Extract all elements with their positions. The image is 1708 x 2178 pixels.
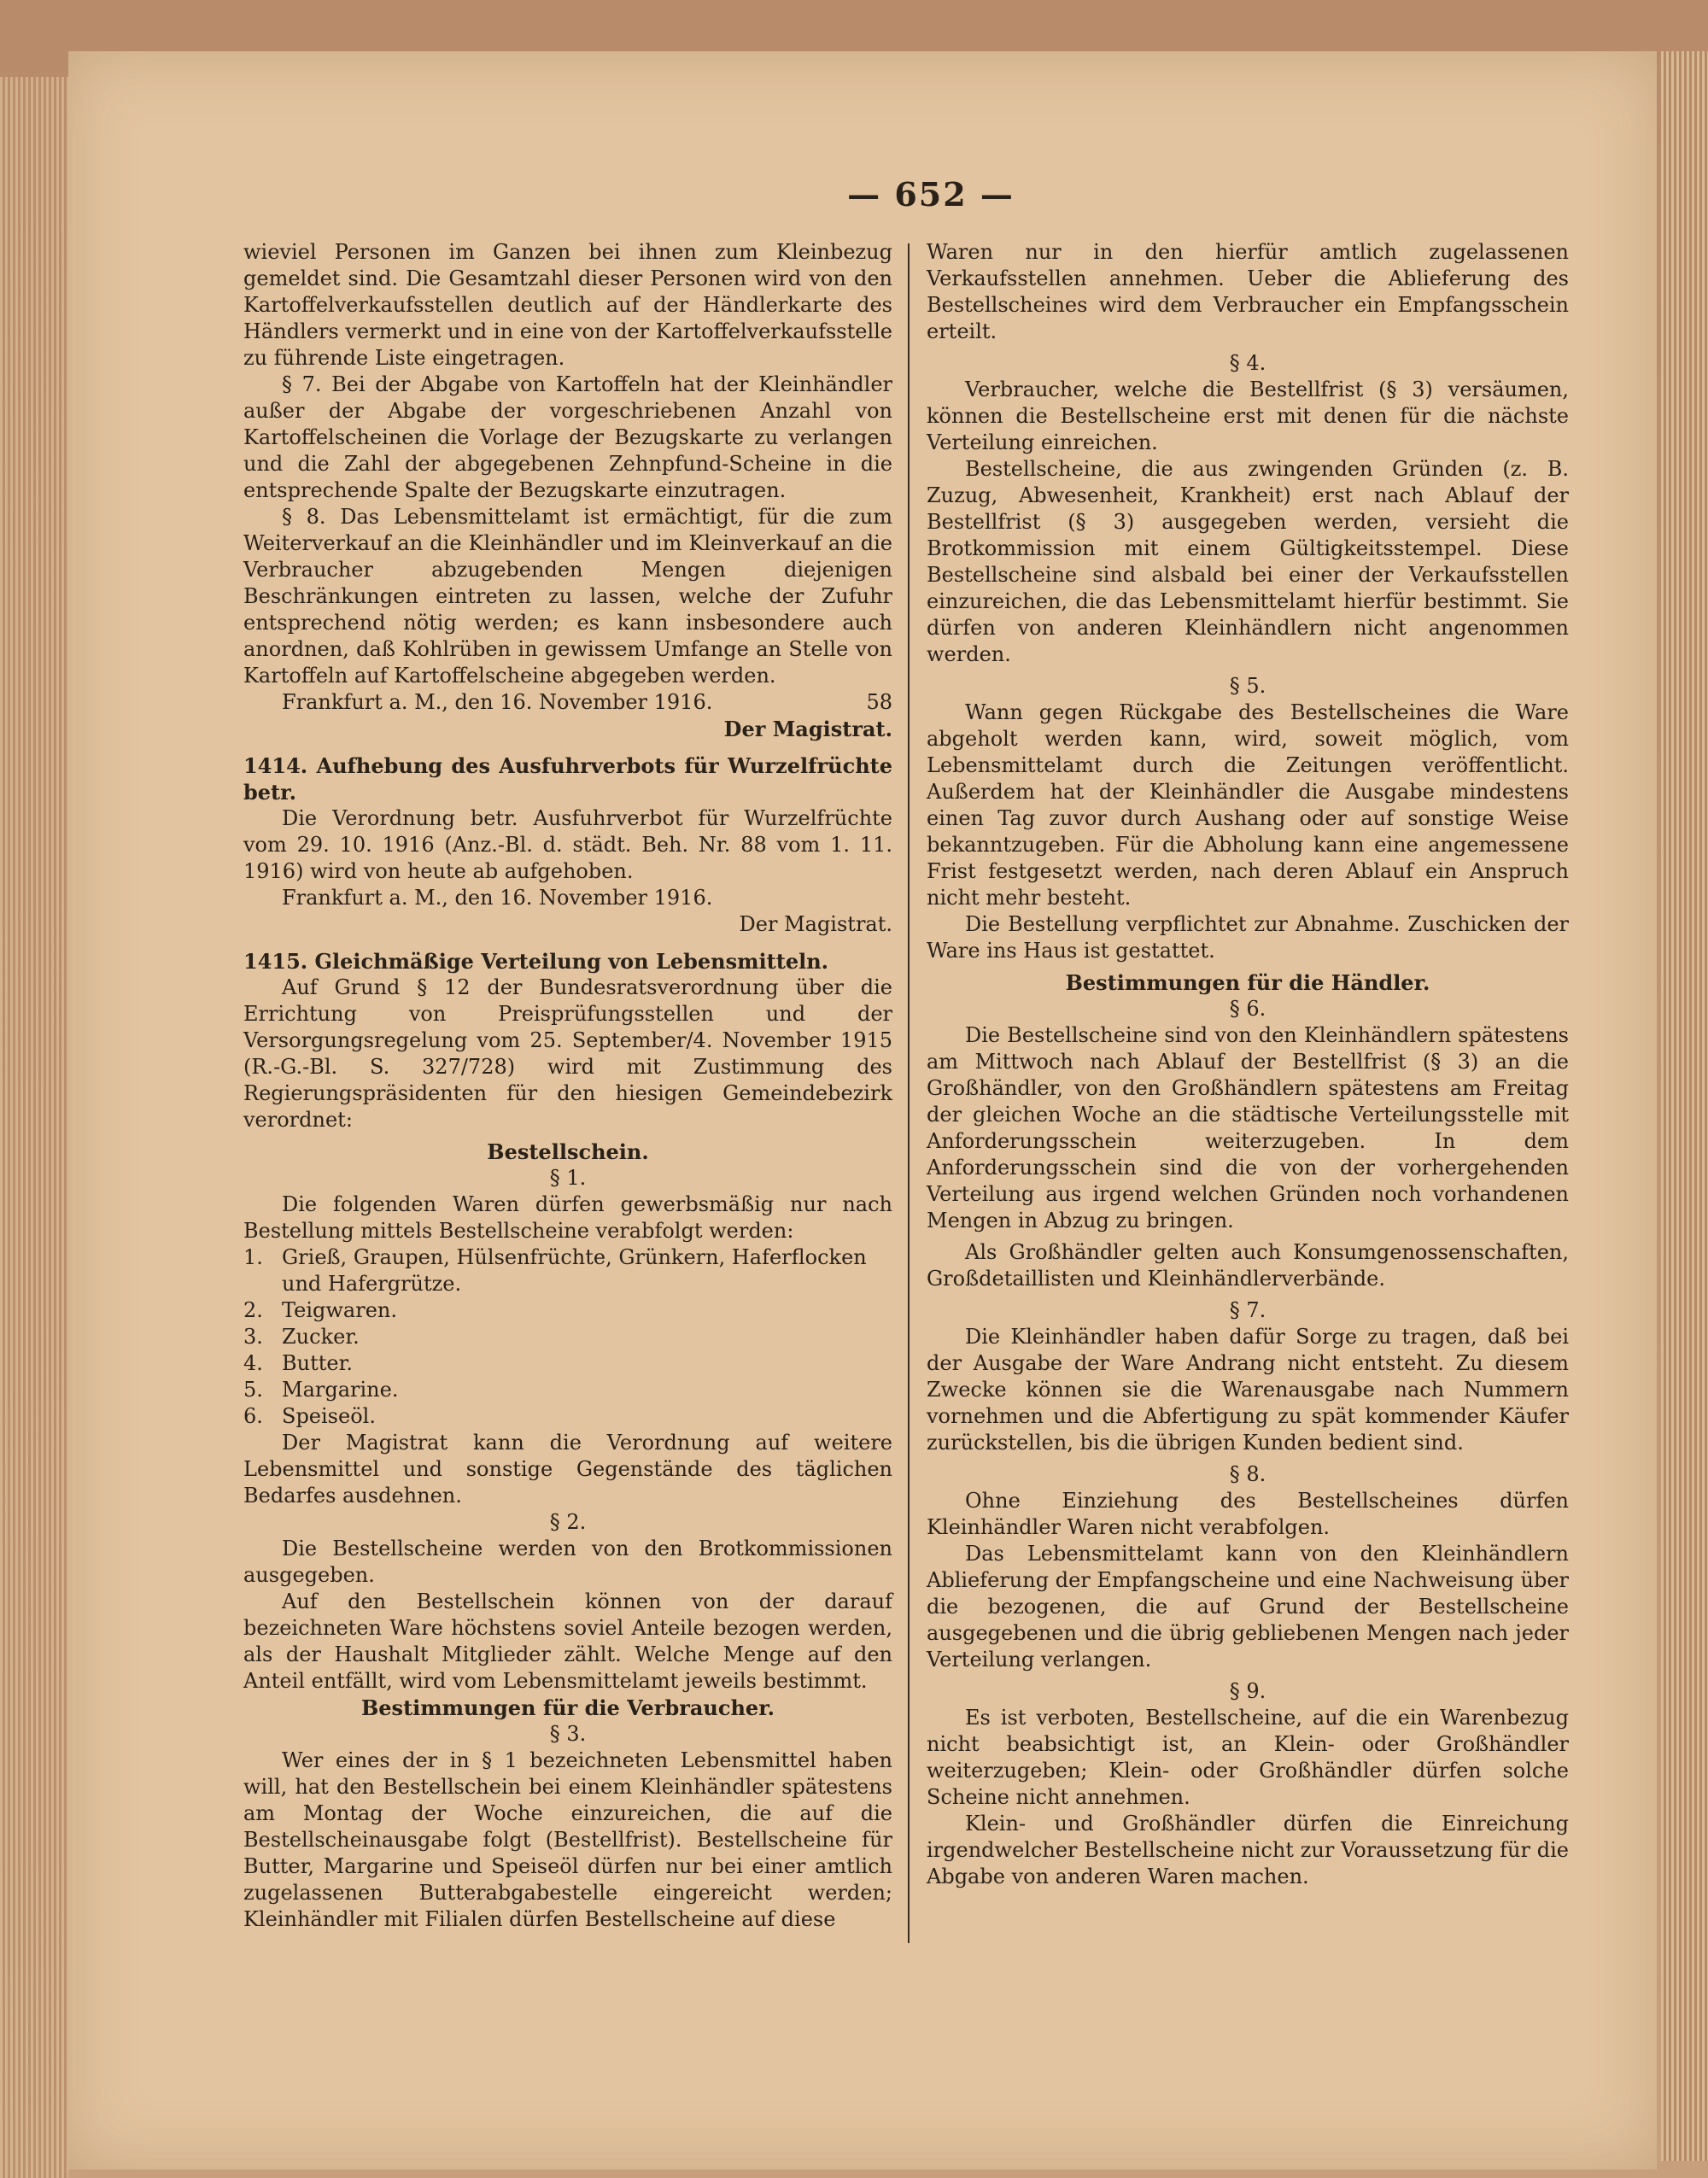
section-3: § 3. (549, 1722, 587, 1746)
list-item (243, 1324, 892, 1350)
goods-list (243, 1244, 892, 1430)
section-9: § 9. (1229, 1679, 1266, 1703)
heading-1415: 1415. Gleichmäßige Verteilung von Lebensmitteln. (243, 949, 829, 974)
paragraph-s5b: Die Bestellung verpflichtet zur Abnahme. Zuschicken der Ware ins Haus ist gestattet. (927, 912, 1569, 963)
list-number: 2. (243, 1298, 263, 1322)
paragraph-s3: Wer eines der in § 1 bezeichneten Lebensmittel haben will, hat den Bestellschein bei einem Kleinhändler spätestens am Montag der Woche einzureichen, die auf die Bestellscheinausgabe folgt (Bestellfrist). Bestellscheine für Butter, Margarine und Speiseöl dürfen nur bei einer amtlich zugelassenen Butterabgabestelle eingereicht werden; Kleinhändler mit Filialen dürfen Bestellscheine auf diese (243, 1748, 892, 1931)
section-2: § 2. (549, 1510, 587, 1534)
paragraph-s9a: Es ist verboten, Bestellscheine, auf die ein Warenbezug nicht beabsichtigt ist, an Klein- oder Großhändler weiterzugeben; Klein- oder Großhändler dürfen solche Scheine nicht annehmen. (927, 1706, 1569, 1809)
date-text: Frankfurt a. M., den 16. November 1916. (282, 690, 713, 714)
list-text: Butter. (282, 1351, 354, 1375)
section-4: § 4. (1229, 351, 1266, 375)
list-item (243, 1297, 892, 1324)
paragraph-s2b: Auf den Bestellschein können von der darauf bezeichneten Ware höchstens soviel Anteile bezogen werden, als der Haushalt Mitglieder zählt. Welche Menge auf den Anteil entfällt, wird vom Lebensmittelamt jeweils bestimmt. (243, 1590, 892, 1693)
list-text: Teigwaren. (282, 1298, 397, 1322)
section-1: § 1. (549, 1166, 587, 1190)
paragraph-1415: Auf Grund § 12 der Bundesratsverordnung über die Errichtung von Preisprüfungsstellen und der Versorgungsregelung vom 25. September/4. November 1915 (R.-G.-Bl. S. 327/728) wird mit Zustimmung des Regierungspräsidenten für den hiesigen Gemeindebezirk verordnet: (243, 975, 892, 1132)
paragraph-s8b: Das Lebensmittelamt kann von den Kleinhändlern Ablieferung der Empfangscheine und eine Nachweisung über die bezogenen, die auf Grund der Bestellscheine ausgegebenen und die übrig gebliebenen Mengen nach jeder Verteilung verlangen. (927, 1542, 1569, 1672)
date-line (243, 689, 892, 716)
paragraph-s8a: Ohne Einziehung des Bestellscheines dürfen Kleinhändler Waren nicht verabfolgen. (927, 1489, 1569, 1539)
subheading-haendler: Bestimmungen für die Händler. (1065, 970, 1430, 995)
reference-number: 58 (866, 690, 892, 714)
paragraph-s4b: Bestellscheine, die aus zwingenden Gründen (z. B. Zuzug, Abwesenheit, Krankheit) erst nach Ablauf der Bestellfrist (§ 3) ausgegeben werden, versieht die Brotkommission mit einem Gültigkeitsstempel. Diese Bestellscheine sind alsbald bei einer der Verkaufsstellen einzureichen, die das Lebensmittelamt hierfür bestimmt. Sie dürfen von anderen Kleinhändlern nicht angenommen werden. (927, 457, 1569, 666)
list-text: Margarine. (282, 1378, 399, 1402)
book-page-edges-left (0, 77, 68, 2178)
list-number: 1. (243, 1245, 263, 1269)
paragraph-s6a: Die Bestellscheine sind von den Kleinhändlern spätestens am Mittwoch nach Ablauf der Bestellfrist (§ 3) an die Großhändler, von den Großhändlern spätestens am Freitag der gleichen Woche an die städtische Verteilungsstelle mit Anforderungsschein weiterzugeben. In dem Anforderungsschein sind die von der vorhergehenden Verteilung aus irgend welchen Gründen noch vorhandenen Mengen in Abzug zu bringen. (927, 1023, 1569, 1232)
paragraph-s7: § 7. Bei der Abgabe von Kartoffeln hat der Kleinhändler außer der Abgabe der vorgeschriebenen Anzahl von Kartoffelscheinen die Vorlage der Bezugskarte zu verlangen und die Zahl der abgegebenen Zehnpfund-Scheine in die entsprechende Spalte der Bezugskarte einzutragen. (243, 372, 892, 502)
list-number: 4. (243, 1351, 263, 1375)
paragraph-s2a: Die Bestellscheine werden von den Brotkommissionen ausgegeben. (243, 1537, 892, 1587)
list-item (243, 1377, 892, 1403)
column-divider (908, 243, 910, 1943)
section-8: § 8. (1229, 1462, 1266, 1486)
list-text: Grieß, Graupen, Hülsenfrüchte, Grünkern, Haferflocken und Hafergrütze. (282, 1245, 867, 1296)
paragraph-s4a: Verbraucher, welche die Bestellfrist (§ 3) versäumen, können die Bestellscheine erst mit denen für die nächste Verteilung einreichen. (927, 378, 1569, 454)
paragraph-s6b: Als Großhändler gelten auch Konsumgenossenschaften, Großdetaillisten und Kleinhändlerverbände. (927, 1240, 1569, 1291)
subheading-verbraucher: Bestimmungen für die Verbraucher. (361, 1695, 775, 1720)
section-7: § 7. (1229, 1298, 1266, 1322)
list-text: Speiseöl. (282, 1404, 376, 1428)
list-number: 3. (243, 1325, 263, 1349)
right-column (927, 239, 1569, 1890)
paragraph-s7: Die Kleinhändler haben dafür Sorge zu tragen, daß bei der Ausgabe der Ware Andrang nicht entsteht. Zu diesem Zwecke können sie die Warenausgabe nach Nummern vornehmen und die Abfertigung zu spät kommender Käufer zurückstellen, bis die übrigen Kunden bedient sind. (927, 1325, 1569, 1455)
list-item (243, 1244, 892, 1297)
page-number: — 652 — (847, 175, 1015, 214)
section-6: § 6. (1229, 997, 1266, 1021)
list-item (243, 1403, 892, 1430)
paragraph-s5a: Wann gegen Rückgabe des Bestellscheines die Ware abgeholt werden kann, wird, soweit möglich, vom Lebensmittelamt durch die Zeitungen veröffentlicht. Außerdem hat der Kleinhändler die Ausgabe mindestens einen Tag zuvor durch Aushang oder auf sonstige Weise bekanntzugeben. Für die Abholung kann eine angemessene Frist festgesetzt werden, nach deren Ablauf ein Anspruch nicht mehr besteht. (927, 700, 1569, 910)
date-text: Frankfurt a. M., den 16. November 1916. (282, 886, 713, 910)
paragraph: wieviel Personen im Ganzen bei ihnen zum Kleinbezug gemeldet sind. Die Gesamtzahl dieser Personen wird von den Kartoffelverkaufsstellen deutlich auf der Händlerkarte des Händlers vermerkt und in eine von der Kartoffelverkaufsstelle zu führende Liste eingetragen. (243, 240, 892, 370)
paragraph-s9b: Klein- und Großhändler dürfen die Einreichung irgendwelcher Bestellscheine nicht zur Voraussetzung für die Abgabe von anderen Waren machen. (927, 1812, 1569, 1888)
list-number: 6. (243, 1404, 263, 1428)
paragraph-s1b: Der Magistrat kann die Verordnung auf weitere Lebensmittel und sonstige Gegenstände des täglichen Bedarfes ausdehnen. (243, 1431, 892, 1508)
paragraph-1414: Die Verordnung betr. Ausfuhrverbot für Wurzelfrüchte vom 29. 10. 1916 (Anz.-Bl. d. städt. Beh. Nr. 88 vom 1. 11. 1916) wird von heute ab aufgehoben. (243, 806, 892, 883)
left-column (243, 239, 892, 1933)
paragraph-s8: § 8. Das Lebensmittelamt ist ermächtigt, für die zum Weiterverkauf an die Kleinhändler und im Kleinverkauf an die Verbraucher abzugebenden Mengen diejenigen Beschränkungen eintreten zu lassen, welche der Zufuhr entsprechend nötig werden; es kann insbesondere auch anordnen, daß Kohlrüben in gewissem Umfange an Stelle von Kartoffeln auf Kartoffelscheine abgegeben werden. (243, 505, 892, 688)
heading-1414: 1414. Aufhebung des Ausfuhrverbots für Wurzelfrüchte betr. (243, 753, 892, 805)
book-page-edges-right (1661, 51, 1708, 2161)
list-text: Zucker. (282, 1325, 360, 1349)
list-item (243, 1350, 892, 1377)
paragraph-s1: Die folgenden Waren dürfen gewerbsmäßig nur nach Bestellung mittels Bestellscheine verabfolgt werden: (243, 1192, 892, 1243)
subheading-bestellschein: Bestellschein. (487, 1139, 649, 1164)
paragraph-continued: Waren nur in den hierfür amtlich zugelassenen Verkaufsstellen annehmen. Ueber die Ablieferung des Bestellscheines wird dem Verbraucher ein Empfangsschein erteilt. (927, 240, 1569, 343)
list-number: 5. (243, 1378, 263, 1402)
signature: Der Magistrat. (723, 717, 892, 741)
signature: Der Magistrat. (739, 912, 892, 936)
section-5: § 5. (1229, 674, 1266, 698)
